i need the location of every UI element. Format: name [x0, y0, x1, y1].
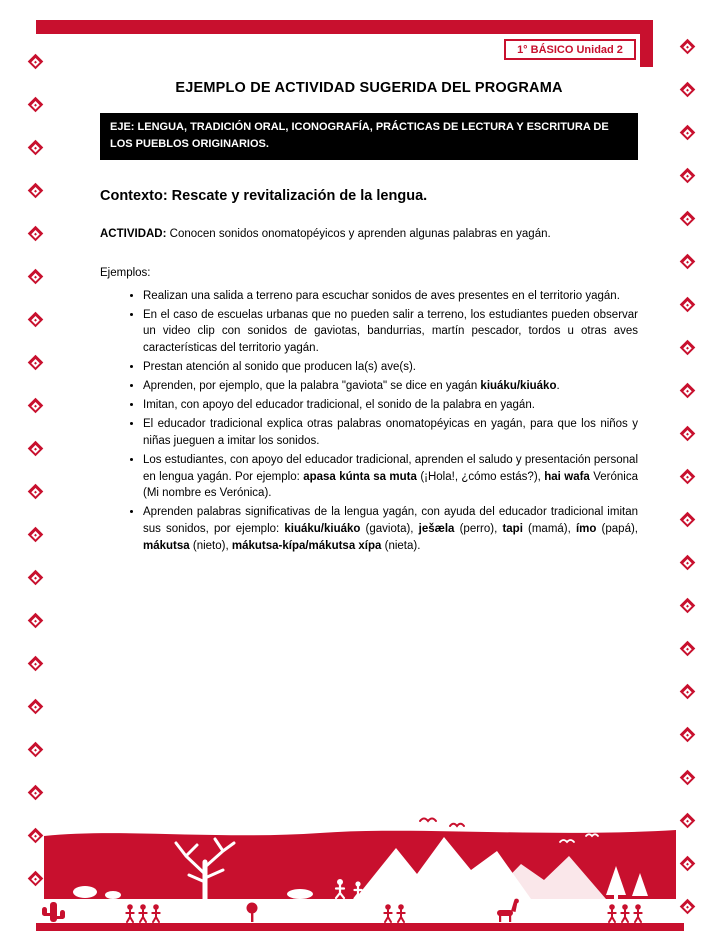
diamond-icon — [28, 54, 44, 70]
activity-line — [100, 226, 638, 243]
context-heading: Contexto: Rescate y revitalización de la lengua. — [100, 188, 428, 204]
diamond-icon — [28, 226, 44, 242]
top-red-bar — [36, 20, 653, 34]
footer-illustration — [0, 812, 720, 932]
diamond-icon — [28, 355, 44, 371]
diamond-icon — [680, 297, 696, 313]
diamond-icon — [28, 398, 44, 414]
diamond-icon — [28, 97, 44, 113]
diamond-icon — [680, 469, 696, 485]
list-item: • Los estudiantes, con apoyo del educador tradicional, aprenden el saludo y presentación personal en lengua yagán. Por ejemplo: apasa kúnta sa muta (¡Hola!, ¿cómo estás?), hai wafa Verónica (Mi nombre es Verónica). — [143, 452, 638, 503]
examples-label: Ejemplos: — [100, 266, 151, 279]
cactus-icon — [42, 902, 65, 922]
document-body — [100, 80, 638, 557]
guanaco-icon — [497, 899, 519, 922]
top-right-red-stub — [640, 20, 653, 67]
diamond-icon — [28, 699, 44, 715]
diamond-icon — [680, 426, 696, 442]
diamond-icon — [680, 383, 696, 399]
diamond-icon — [680, 211, 696, 227]
list-item: • En el caso de escuelas urbanas que no pueden salir a terreno, los estudiantes pueden observar un video clip con sonidos de gaviotas, bandurrias, martín pescador, tordos u otras aves características del territorio yagán. — [143, 307, 638, 358]
diamond-icon — [680, 641, 696, 657]
diamond-icon — [28, 484, 44, 500]
diamond-icon — [680, 340, 696, 356]
diamond-icon — [680, 598, 696, 614]
page-title: EJEMPLO DE ACTIVIDAD SUGERIDA DEL PROGRAMA — [175, 80, 563, 96]
diamond-icon — [680, 125, 696, 141]
examples-list — [100, 288, 638, 555]
diamond-icon — [28, 785, 44, 801]
diamond-icon — [680, 254, 696, 270]
diamond-icon — [28, 140, 44, 156]
diamond-icon — [28, 312, 44, 328]
diamond-icon — [28, 656, 44, 672]
diamond-icon — [28, 527, 44, 543]
eje-banner: EJE: LENGUA, TRADICIÓN ORAL, ICONOGRAFÍA, PRÁCTICAS DE LECTURA Y ESCRITURA DE LOS PUEBLOS ORIGINARIOS. — [100, 113, 638, 160]
unit-badge: 1° BÁSICO Unidad 2 — [504, 39, 636, 60]
activity-label: ACTIVIDAD: — [100, 228, 167, 240]
diamond-icon — [680, 727, 696, 743]
small-people-icon — [126, 904, 641, 922]
list-item: • El educador tradicional explica otras palabras onomatopéyicas en yagán, para que los niños y niñas jueguen a imitar los sonidos. — [143, 416, 638, 450]
diamond-icon — [680, 168, 696, 184]
diamond-icon — [28, 441, 44, 457]
left-ornament-column — [30, 56, 41, 884]
diamond-icon — [680, 512, 696, 528]
list-item: • Imitan, con apoyo del educador tradicional, el sonido de la palabra en yagán. — [143, 397, 638, 414]
list-item: • Realizan una salida a terreno para escuchar sonidos de aves presentes en el territorio yagán. — [143, 288, 638, 305]
diamond-icon — [680, 555, 696, 571]
activity-text: Conocen sonidos onomatopéyicos y aprenden algunas palabras en yagán. — [166, 228, 551, 240]
list-item: • Aprenden, por ejemplo, que la palabra "gaviota" se dice en yagán kiuáku/kiuáko. — [143, 378, 638, 395]
diamond-icon — [28, 742, 44, 758]
small-tree-icon — [247, 903, 258, 923]
right-ornament-column — [682, 41, 693, 912]
diamond-icon — [28, 269, 44, 285]
diamond-icon — [680, 684, 696, 700]
birds-icon — [420, 819, 464, 827]
diamond-icon — [680, 39, 696, 55]
diamond-icon — [28, 183, 44, 199]
list-item: • Aprenden palabras significativas de la lengua yagán, con ayuda del educador tradicional imitan sus sonidos, por ejemplo: kiuáku/kiuáko (gaviota), ješæla (perro), tapi (mamá), ímo (papá), mákutsa (nieto), mákutsa-kípa/mákutsa xípa (nieta). — [143, 504, 638, 555]
list-item: • Prestan atención al sonido que producen la(s) ave(s). — [143, 359, 638, 376]
diamond-icon — [680, 82, 696, 98]
diamond-icon — [28, 613, 44, 629]
diamond-icon — [28, 570, 44, 586]
bottom-red-bar — [36, 923, 684, 931]
diamond-icon — [680, 770, 696, 786]
